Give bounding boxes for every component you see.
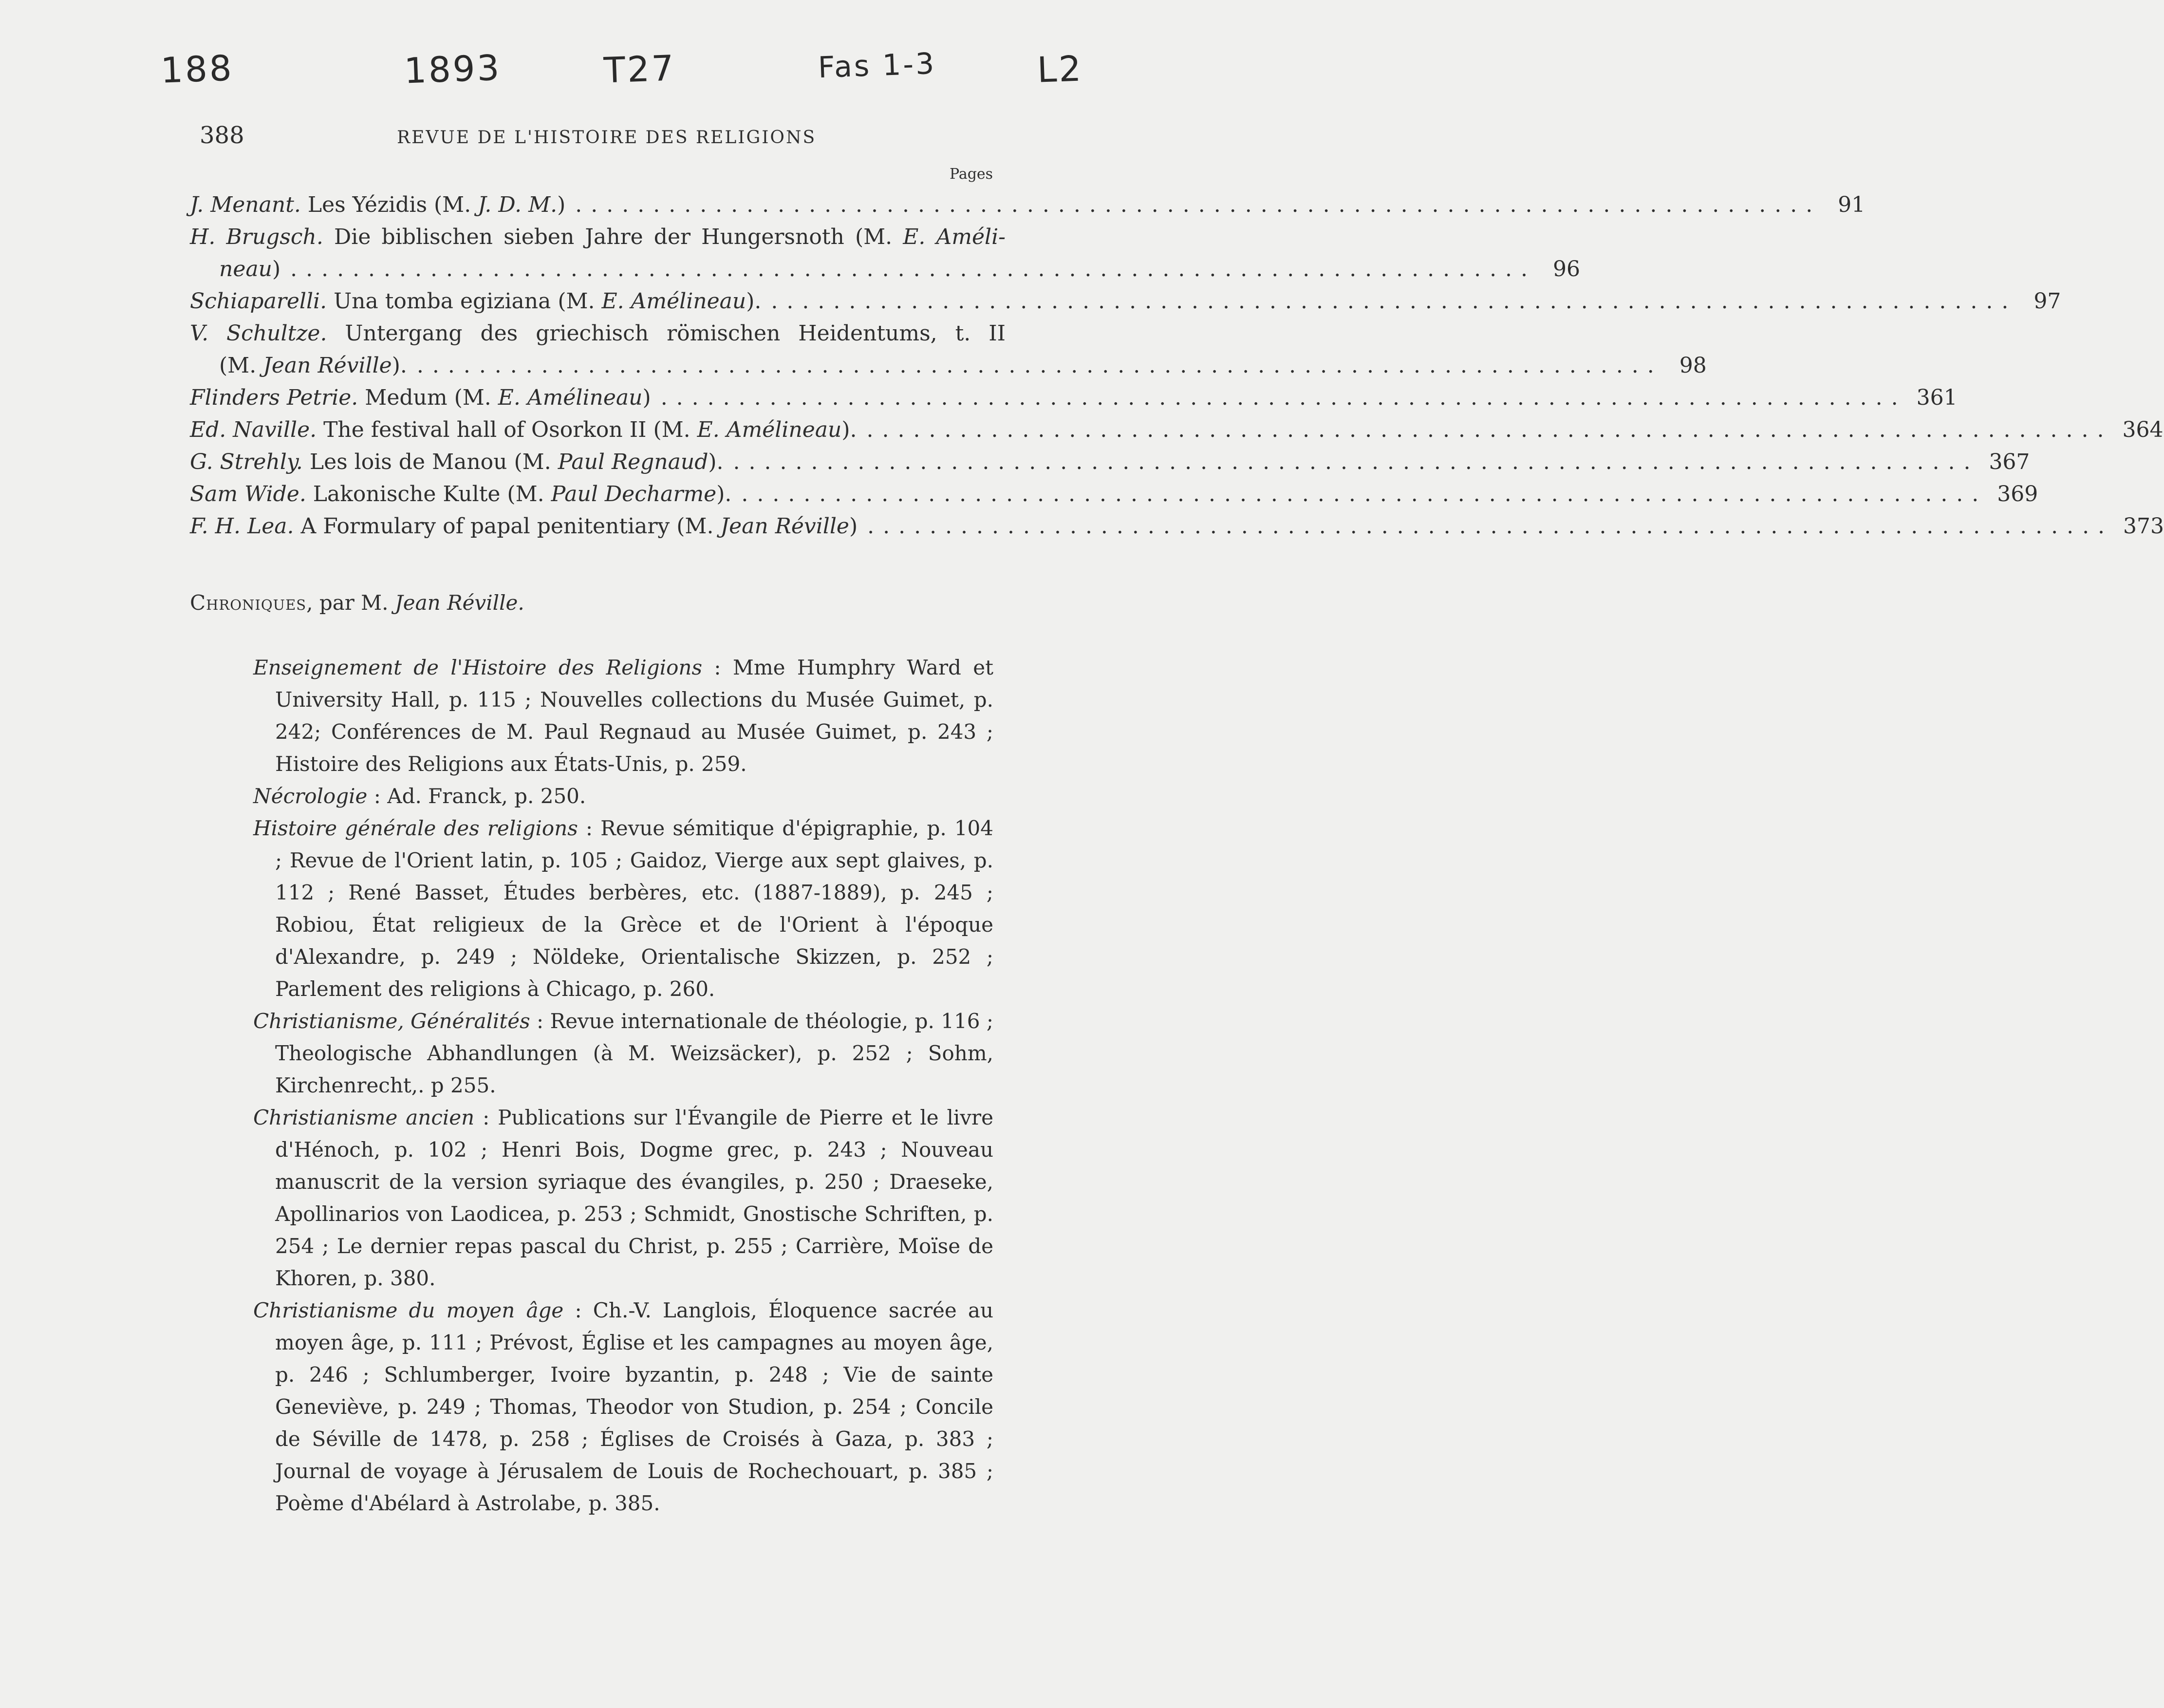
toc-tail: ).	[746, 289, 762, 314]
chroniques-by: , par M.	[306, 591, 395, 615]
toc-reviewer: E. Amélineau	[697, 417, 842, 442]
toc-row	[190, 221, 1006, 253]
toc-reviewer: Jean Réville	[263, 353, 392, 378]
chroniques-author: Jean Réville.	[394, 591, 524, 615]
running-title: REVUE DE L'HISTOIRE DES RELIGIONS	[397, 128, 817, 148]
toc-entry-text	[190, 221, 1006, 253]
toc-entry-text	[190, 510, 858, 543]
chronicle-entry-heading: Enseignement de l'Histoire des Religions	[253, 656, 702, 679]
toc-reviewer: Paul Decharme	[551, 482, 717, 507]
chronicle-entry	[253, 1295, 993, 1520]
toc-tail: )	[272, 257, 281, 282]
toc-entry-text	[190, 189, 565, 221]
toc-tail: )	[849, 514, 858, 539]
toc-title: Lakonische Kulte (M.	[306, 482, 551, 507]
toc-author: F. H. Lea.	[190, 514, 294, 539]
handwritten-note-1: 188	[160, 47, 234, 91]
toc-page-number: 91	[1838, 192, 1866, 217]
toc-row	[190, 478, 2038, 510]
toc-title: Die biblischen sieben Jahre der Hungersnoth (M.	[323, 225, 903, 249]
toc-row	[190, 350, 1707, 382]
chronicle-entry-body: : Mme Humphry Ward et University Hall, p. 115 ; Nouvelles collections du Musée Guimet, p. 242; Conférences de M. Paul Regnaud au Musée Guimet, p. 243 ; Histoire des Religions aux États-Unis, p. 259.	[275, 656, 994, 776]
chronicle-entry-body: : Publications sur l'Évangile de Pierre et le livre d'Hénoch, p. 102 ; Henri Bois, Dogme grec, p. 243 ; Nouveau manuscrit de la version syriaque des évangiles, p. 250 ; Draeseke, Apollinarios von Laodicea, p. 253 ; Schmidt, Gnostische Schriften, p. 254 ; Le dernier repas pascal du Christ, p. 255 ; Carrière, Moïse de Khoren, p. 380.	[275, 1106, 993, 1290]
toc-page-number: 369	[1997, 482, 2038, 507]
chroniques-heading	[190, 588, 524, 618]
toc-title: The festival hall of Osorkon II (M.	[317, 417, 697, 442]
toc-page-number: 361	[1916, 385, 1958, 410]
chronicle-entry-body: : Ad. Franck, p. 250.	[367, 784, 586, 808]
chronicle-entry-heading: Christianisme du moyen âge	[253, 1298, 564, 1322]
toc-title: Les lois de Manou (M.	[302, 450, 558, 474]
chronicle-entry-heading: Nécrologie	[253, 784, 368, 808]
toc-author: V. Schultze.	[190, 321, 327, 346]
toc-page-number: 364	[2122, 417, 2164, 442]
chronicle-entry-body: : Revue internationale de théologie, p. 116 ; Theologische Abhandlungen (à M. Weizsäcker), p. 252 ; Sohm, Kirchenrecht,. p 255.	[275, 1009, 993, 1097]
toc-leader-dots: ................................................................................	[575, 192, 1822, 217]
pages-column-label: Pages	[950, 166, 993, 183]
chronicle-entry-heading: Histoire générale des religions	[253, 816, 578, 840]
toc-reviewer: Jean Réville	[720, 514, 849, 539]
toc-page-number: 367	[1989, 450, 2030, 474]
toc-tail: ).	[392, 353, 407, 378]
toc-entry-text	[190, 318, 1006, 350]
handwritten-note-4: Fas 1-3	[817, 46, 937, 85]
chronicle-entry-heading: Christianisme ancien	[253, 1106, 475, 1129]
toc-page-number: 96	[1553, 257, 1581, 282]
toc-leader-dots: ................................................................................	[741, 482, 1988, 507]
toc-row	[190, 510, 2164, 543]
toc-reviewer: Paul Regnaud	[558, 450, 709, 474]
toc-leader-dots: ................................................................................	[866, 417, 2113, 442]
toc-author: Ed. Naville.	[190, 417, 317, 442]
chronicle-entry	[253, 780, 993, 812]
toc-title: Medum (M.	[358, 385, 498, 410]
toc-entry-text	[190, 382, 651, 414]
chronicle-entry	[253, 1005, 993, 1102]
chronicle-entry-body: : Revue sémitique d'épigraphie, p. 104 ; Revue de l'Orient latin, p. 105 ; Gaidoz, Vierge aux sept glaives, p. 112 ; René Basset, Études berbères, etc. (1887-1889), p. 245 ; Robiou, État religieux de la Grèce et de l'Orient à l'époque d'Alexandre, p. 249 ; Nöldeke, Orientalische Skizzen, p. 252 ; Parlement des religions à Chicago, p. 260.	[275, 816, 994, 1001]
toc-tail: ).	[716, 482, 732, 507]
chroniques-label: Chroniques	[190, 591, 307, 615]
toc-row	[190, 446, 2030, 478]
toc-reviewer: E. Amélineau	[601, 289, 746, 314]
toc-title: (M.	[219, 353, 263, 378]
chronicle-entry	[253, 652, 993, 780]
toc-leader-dots: ................................................................................	[416, 353, 1663, 378]
toc-row	[190, 189, 1866, 221]
toc-page-number: 97	[2033, 289, 2061, 314]
toc-row	[190, 318, 1006, 350]
toc-author: H. Brugsch.	[190, 225, 323, 249]
toc-page-number: 98	[1679, 353, 1707, 378]
toc-reviewer: neau	[219, 257, 272, 282]
toc-row	[190, 253, 1581, 285]
toc-title: Una tomba egiziana (M.	[327, 289, 602, 314]
chronicle-entry-heading: Christianisme, Généralités	[253, 1009, 530, 1033]
toc-tail: )	[557, 192, 566, 217]
toc-title: Les Yézidis (M.	[300, 192, 478, 217]
toc-leader-dots: ................................................................................	[290, 257, 1537, 282]
toc-reviewer: E. Amélineau	[498, 385, 643, 410]
toc-entry-text	[219, 350, 407, 382]
toc-entry-text	[190, 478, 731, 510]
toc-reviewer: J. D. M.	[478, 192, 558, 217]
chronicle-entry	[253, 812, 993, 1005]
page-number: 388	[200, 122, 244, 149]
toc-entry-text	[219, 253, 280, 285]
toc-title: Untergang des griechisch römischen Heidentums, t. II	[327, 321, 1006, 346]
chronicle-entry	[253, 1102, 993, 1295]
toc-entry-text	[190, 285, 761, 318]
chronicle-entries	[253, 652, 993, 1520]
handwritten-note-2: 1893	[403, 47, 502, 92]
toc-tail: ).	[841, 417, 857, 442]
toc-leader-dots: ................................................................................	[867, 514, 2114, 539]
toc-leader-dots: ................................................................................	[771, 289, 2017, 314]
table-of-contents	[190, 189, 2164, 543]
toc-author: Sam Wide.	[190, 482, 306, 507]
toc-page-number: 373	[2123, 514, 2164, 539]
toc-author: J. Menant.	[190, 192, 301, 217]
handwritten-note-5: L2	[1036, 48, 1084, 91]
page-header	[200, 122, 1003, 156]
toc-reviewer: E. Améli-	[903, 225, 1006, 249]
toc-entry-text	[190, 446, 724, 478]
toc-author: Flinders Petrie.	[190, 385, 358, 410]
toc-author: G. Strehly.	[190, 450, 303, 474]
toc-leader-dots: ................................................................................	[733, 450, 1979, 474]
toc-tail: ).	[708, 450, 724, 474]
toc-entry-text	[190, 414, 857, 446]
handwritten-note-3: T27	[603, 47, 677, 91]
toc-author: Schiaparelli.	[190, 289, 327, 314]
toc-tail: )	[642, 385, 651, 410]
toc-row	[190, 414, 2164, 446]
toc-title: A Formulary of papal penitentiary (M.	[294, 514, 721, 539]
toc-row	[190, 285, 2061, 318]
chronicle-entry-body: : Ch.-V. Langlois, Éloquence sacrée au moyen âge, p. 111 ; Prévost, Église et les campagnes au moyen âge, p. 246 ; Schlumberger, Ivoire byzantin, p. 248 ; Vie de sainte Geneviève, p. 249 ; Thomas, Theodor von Studion, p. 254 ; Concile de Séville de 1478, p. 258 ; Églises de Croisés à Gaza, p. 383 ; Journal de voyage à Jérusalem de Louis de Rochechouart, p. 385 ; Poème d'Abélard à Astrolabe, p. 385.	[275, 1298, 993, 1515]
toc-row	[190, 382, 1958, 414]
toc-leader-dots: ................................................................................	[660, 385, 1907, 410]
